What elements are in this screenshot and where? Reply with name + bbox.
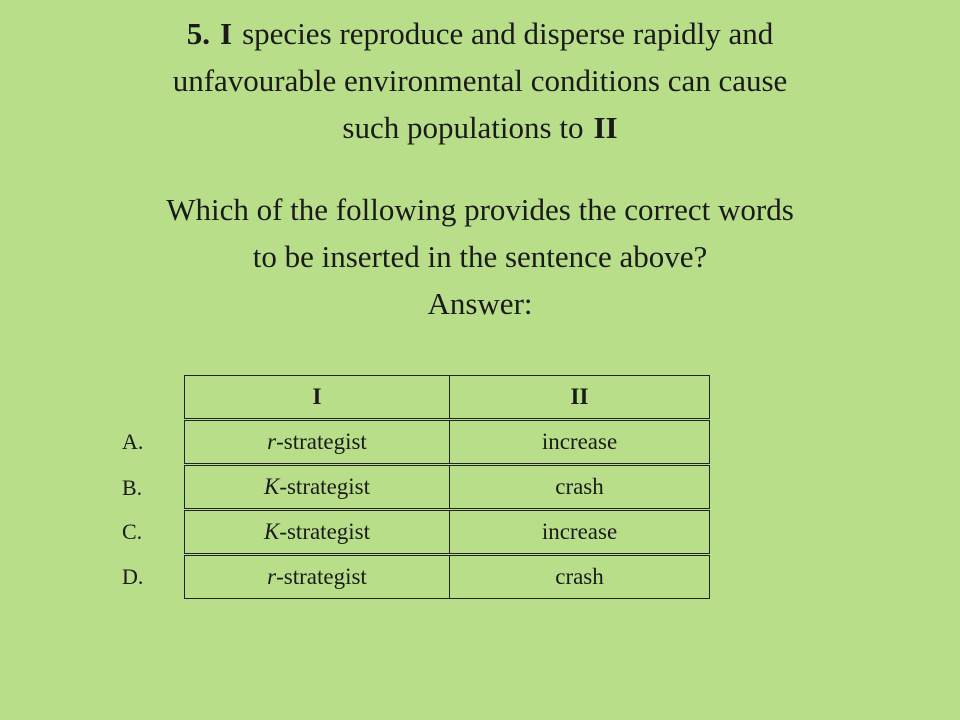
- option-letter-c: C.: [122, 519, 143, 544]
- strategist-prefix: r: [267, 564, 277, 589]
- table-cell-outcome: increase: [541, 429, 618, 454]
- blank-one: I: [220, 16, 233, 51]
- table-cell-strategist: [185, 421, 450, 463]
- question-line-2: unfavourable environmental conditions can cause: [172, 63, 788, 98]
- strategist-prefix: K: [263, 519, 280, 544]
- table-row-d: [184, 555, 710, 599]
- question-number: 5.: [186, 16, 211, 51]
- prompt-text: [0, 186, 960, 327]
- strategist-suffix: -strategist: [276, 564, 367, 589]
- table-header-col-2: II: [570, 384, 589, 409]
- strategist-suffix: -strategist: [279, 474, 371, 499]
- option-letter-d: D.: [122, 564, 144, 589]
- strategist-suffix: -strategist: [276, 429, 367, 454]
- question-line-1-rest: species reproduce and disperse rapidly and: [242, 16, 774, 51]
- table-cell-outcome: crash: [555, 474, 604, 499]
- answer-table: [184, 375, 710, 599]
- table-row-b: [184, 465, 710, 509]
- blank-two: II: [593, 110, 618, 145]
- table-row-a: [184, 420, 710, 464]
- question-text: [0, 10, 960, 151]
- option-letter-b: B.: [122, 475, 143, 500]
- question-line-3: [0, 104, 960, 151]
- answer-label: Answer:: [427, 286, 533, 321]
- prompt-line-1: Which of the following provides the correct words: [166, 192, 794, 227]
- strategist-prefix: K: [263, 474, 280, 499]
- table-cell-outcome: crash: [555, 564, 604, 589]
- question-line-3-start: such populations to: [342, 110, 584, 145]
- prompt-line-2: to be inserted in the sentence above?: [252, 239, 708, 274]
- option-letter-a: A.: [122, 429, 144, 454]
- table-cell-outcome: increase: [541, 519, 618, 544]
- table-cell-strategist: [185, 556, 450, 598]
- table-header-row: [184, 375, 710, 419]
- table-cell-strategist: [185, 511, 450, 553]
- table-header-col-1: I: [185, 376, 450, 418]
- strategist-suffix: -strategist: [279, 519, 371, 544]
- table-row-c: [184, 510, 710, 554]
- strategist-prefix: r: [267, 429, 277, 454]
- question-line-1: [0, 10, 960, 57]
- table-cell-strategist: [185, 466, 450, 508]
